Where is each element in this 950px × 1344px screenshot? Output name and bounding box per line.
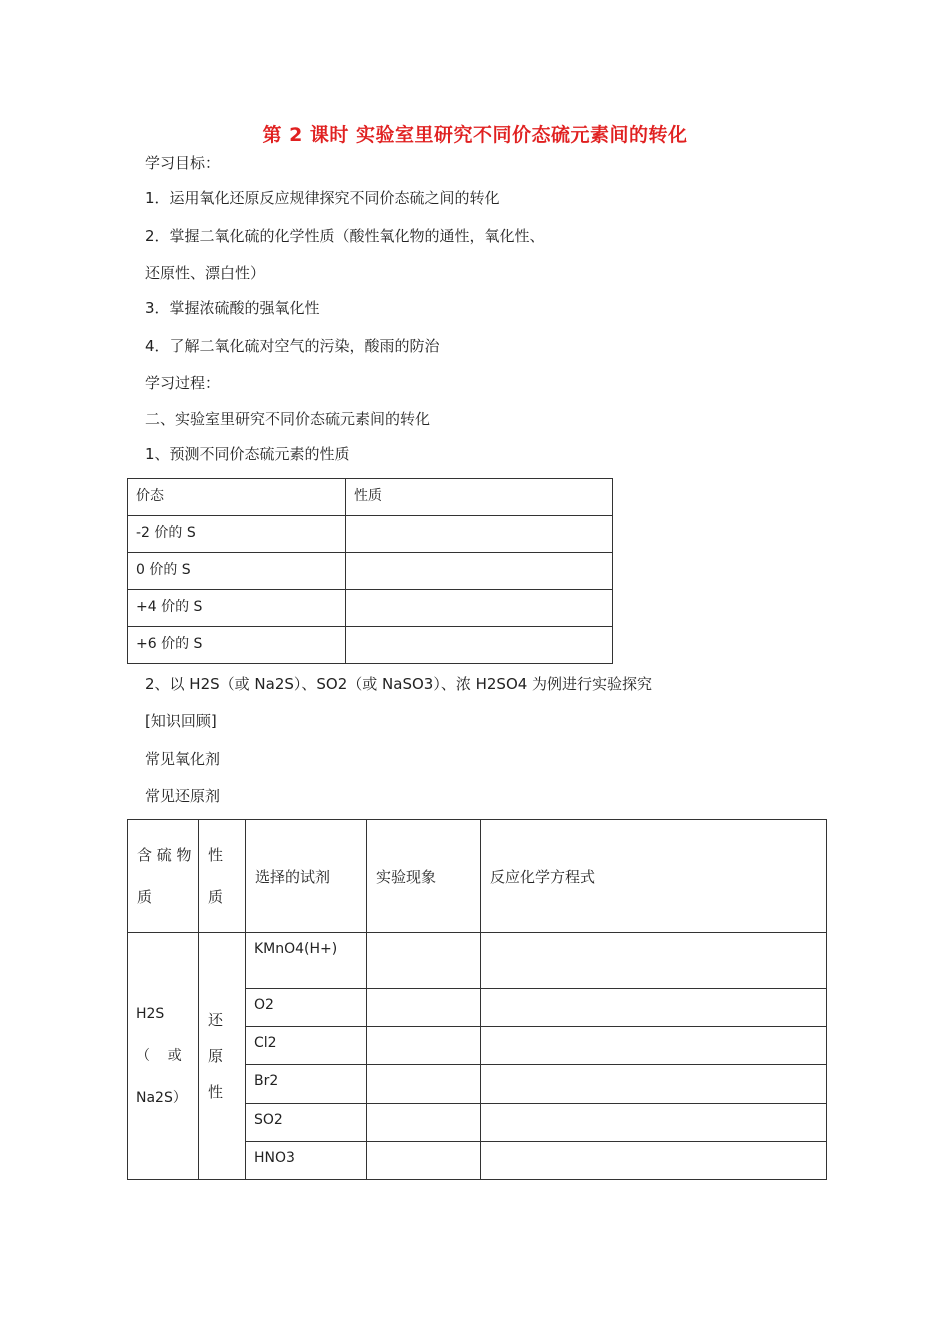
table-row [128,627,613,664]
table-header-row [128,820,827,933]
reagent-cell: SO2 [246,1104,367,1142]
subsection-1: 1、预测不同价态硫元素的性质 [145,445,350,463]
table-row [128,516,613,553]
equation-cell [481,933,827,989]
equation-cell [481,989,827,1027]
phenomenon-cell [367,933,481,989]
property-cell [346,553,613,590]
experiment-table [127,819,827,1180]
phenomenon-cell [367,989,481,1027]
document-title: 第 2 课时 实验室里研究不同价态硫元素间的转化 [262,124,688,146]
header-reagent: 选择的试剂 [246,820,367,933]
property-cell [346,627,613,664]
common-reductants: 常见还原剂 [145,787,221,805]
reagent-cell: KMnO4(H+) [246,933,367,989]
property-cell [346,590,613,627]
header-property: 性质 [346,479,613,516]
equation-cell [481,1027,827,1065]
reagent-cell: Br2 [246,1065,367,1104]
goal-4: 4．了解二氧化硫对空气的污染，酸雨的防治 [145,337,440,355]
knowledge-review: [知识回顾] [145,712,217,730]
valence-cell: 0 价的 S [128,553,346,590]
property-cell [346,516,613,553]
subsection-2: 2、以 H2S（或 Na2S）、SO2（或 NaSO3）、浓 H2SO4 为例进行实验探究 [145,675,653,693]
goal-2-continued: 还原性、漂白性） [145,264,266,282]
equation-cell [481,1142,827,1180]
phenomenon-cell [367,1142,481,1180]
property-cell: 还 原 性 [199,933,246,1180]
section-2-heading: 二、实验室里研究不同价态硫元素间的转化 [145,410,431,428]
phenomenon-cell [367,1065,481,1104]
substance-cell: H2S （ 或 Na2S） [128,933,199,1180]
phenomenon-cell [367,1104,481,1142]
goal-2: 2．掌握二氧化硫的化学性质（酸性氧化物的通性，氧化性、 [145,227,545,245]
reagent-cell: O2 [246,989,367,1027]
goals-heading: 学习目标： [145,154,221,172]
common-oxidants: 常见氧化剂 [145,750,221,768]
process-heading: 学习过程： [145,374,221,392]
reagent-cell: Cl2 [246,1027,367,1065]
table-row [128,590,613,627]
table-row [128,553,613,590]
header-substance: 含 硫 物 质 [128,820,199,933]
equation-cell [481,1104,827,1142]
goal-3: 3．掌握浓硫酸的强氧化性 [145,299,320,317]
valence-cell: -2 价的 S [128,516,346,553]
header-valence: 价态 [128,479,346,516]
table-row [128,933,827,989]
header-equation: 反应化学方程式 [481,820,827,933]
equation-cell [481,1065,827,1104]
header-property: 性 质 [199,820,246,933]
table-header-row [128,479,613,516]
valence-table [127,478,613,664]
valence-cell: +4 价的 S [128,590,346,627]
reagent-cell: HNO3 [246,1142,367,1180]
valence-cell: +6 价的 S [128,627,346,664]
phenomenon-cell [367,1027,481,1065]
goal-1: 1．运用氧化还原反应规律探究不同价态硫之间的转化 [145,189,500,207]
header-phenomenon: 实验现象 [367,820,481,933]
